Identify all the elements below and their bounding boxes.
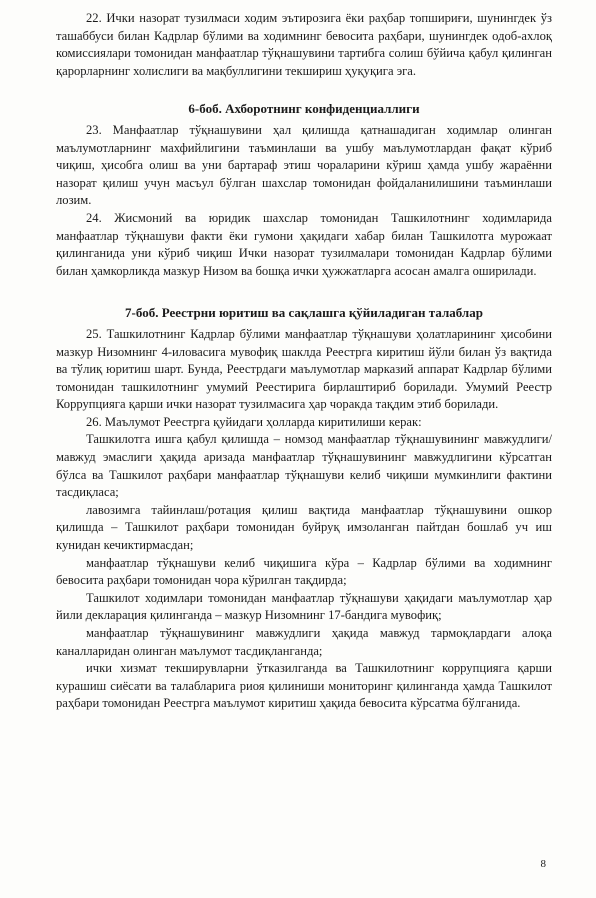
list-item-hiring: Ташкилотга ишга қабул қилишда – номзод манфаатлар тўқнашувининг мавжудлиги/мавжуд эмаслиги ҳақида аризада манфаатлар тўқнашувининг мавжудлигини кўрсатган бўлса ва Ташкилот раҳбари манфаатлар тўқнашуви келиб чиқиши мумкинлиги фактини тасдиқласа; [56, 432, 552, 500]
paragraph-26: 26. Маълумот Реестрга қуйидаги ҳолларда киритилиши керак: [86, 414, 422, 429]
list-item-annual-declaration: Ташкилот ходимлари томонидан манфаатлар тўқнашуви ҳақидаги маълумотлар ҳар йили декларация қилинганда – мазкур Низомнинг 17-бандига мувофиқ; [56, 590, 552, 623]
paragraph-24: 24. Жисмоний ва юридик шахслар томонидан Ташкилотнинг ходимларида манфаатлар тўқнашуви факти ёки гумони ҳақидаги хабар билан Ташкилотга мурожаат қилинганида уни кўриб чиқиш Ички назорат тузилмалари томонидан Кадрлар бўлими билан ҳамкорликда мазкур Низом ва бошқа ички ҳужжатларга асосан амалга оширилади. [56, 210, 552, 278]
page-number: 8 [540, 858, 546, 870]
paragraph-22: 22. Ички назорат тузилмаси ходим эътирозига ёки раҳбар топшириғи, шунингдек ўз ташаббуси билан Кадрлар бўлими ва ходимнинг бевосита раҳбари, шунингдек одоб-ахлоқ комиссиялари томонидан манфаатлар тўқнашувини тартибга солиш бўйича қабул қилинган қарорларнинг холислиги ва мақбуллигини текшириш ҳуқуқига эга. [56, 11, 552, 78]
chapter-6-heading: 6-боб. Ахборотнинг конфиденциаллиги [188, 101, 420, 117]
paragraph-23: 23. Манфаатлар тўқнашувини ҳал қилишда қатнашадиган ходимлар олинган маълумотларнинг махфийлигини таъминлаши ва ушбу маълумотлардан фақат кўриб чиқиш, ҳисобга олиш ва уни бартараф этиш чораларини кўриш ҳамда ушбу жараённи назорат қилиш учун масъул бўлган шахслар томонидан фойдаланилишини таъминлаши лозим. [56, 122, 552, 208]
chapter-7-heading: 7-боб. Реестрни юритиш ва сақлашга қўйиладиган талаблар [125, 305, 483, 321]
list-item-appointment: лавозимга тайинлаш/ротация қилиш вақтида манфаатлар тўқнашувини ошкор қилишда – Ташкилот раҳбари томонидан буйруқ имзоланган пайтдан бошлаб уч иш кунидан кечиктирмасдан; [56, 502, 552, 553]
list-item-internal-inspection: ички хизмат текширувларни ўтказилганда ва Ташкилотнинг коррупцияга қарши курашиш сиёсати ва талабларига риоя қилиниши мониторинг қилинганда ҳамда Ташкилот раҳбари томонидан Реестрга маълумот киритиш ҳақида бевосита кўрсатма бўлганида. [56, 661, 552, 711]
list-item-conflict-arising: манфаатлар тўқнашуви келиб чиқишига кўра – Кадрлар бўлими ва ходимнинг бевосита раҳбари томонидан чора кўрилган тақдирда; [56, 555, 552, 588]
list-item-communication-channels: манфаатлар тўқнашувининг мавжудлиги ҳақида мавжуд тармоқлардаги алоқа каналларидан олинган маълумот тасдиқланганда; [56, 626, 552, 658]
paragraph-25: 25. Ташкилотнинг Кадрлар бўлими манфаатлар тўқнашуви ҳолатларининг ҳисобини мазкур Низомнинг 4-иловасига мувофиқ шаклда Реестрга киритиш йўли билан ўз вақтида ва тўлиқ юритиш шарт. Бунда, Реестрдаги маълумотлар марказий аппарат Кадрлар бўлими томонидан ташкилотнинг умумий Реестирига бирлаштириб борилади. Умумий Реестр Коррупцияга қарши ички назорат тузилмасига ҳар чоракда тақдим этиб борилади. [56, 326, 552, 412]
